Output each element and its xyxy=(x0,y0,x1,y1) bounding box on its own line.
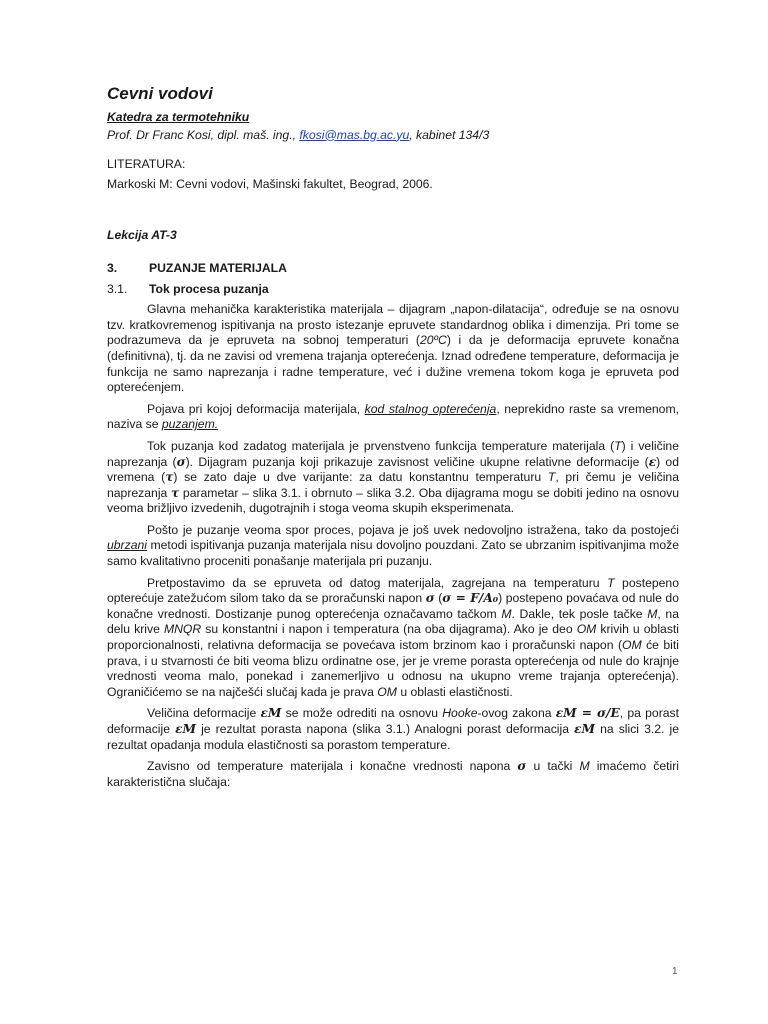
subsection-heading xyxy=(107,282,679,298)
text-run: metodi ispitivanja puzanja materijala nisu dovoljno pouzdani. Zato se ubrzanim ispitivanjima može samo kvalitativno proceniti ponašanje materijala pri puzanju. xyxy=(107,538,679,569)
text-run: parametar – slika 3.1. i obrnuto – slika 3.2. Oba dijagrama mogu se dobiti jedino na osnovu veoma brižljivo izvedenih, dugotrajnih i stoga veoma skupih eksperimenata. xyxy=(107,485,680,516)
text-run: -ovog zakona xyxy=(477,706,556,721)
symbol: εM xyxy=(260,706,282,721)
text-run: , pri čemu je veličina naprezanja xyxy=(107,470,679,500)
text-run: Glavna mehanička karakteristika materijala – dijagram „napon-dilatacija“, određuje se na osnovu tzv. kratkovremenog ispitivanja na prosto istezanje epruvete standardnog oblika i dimenzija. Pri tome se podrazumeva da je epruveta na sobnoj temperaturi ( xyxy=(107,302,679,348)
text-run: , na delu krive xyxy=(107,606,679,637)
symbol: σ xyxy=(517,759,527,774)
text-run: Zavisno od temperature materijala i konačne vrednosti napona xyxy=(147,759,518,774)
text-run: , neprekidno raste sa vremenom, naziva se xyxy=(107,401,679,432)
subsection-title: Tok procesa puzanja xyxy=(149,281,269,296)
paragraph-4 xyxy=(107,523,679,570)
text-run: su konstantni i napon i temperatura (na oba dijagrama). Ako je deo xyxy=(201,622,577,637)
department-name: Katedra za termotehniku xyxy=(107,110,250,124)
author-line xyxy=(107,128,679,144)
paragraph-7 xyxy=(107,759,679,790)
text-run: puzanjem. xyxy=(161,417,219,432)
symbol: εM xyxy=(574,722,595,736)
subsection-number: 3.1. xyxy=(107,281,128,296)
text-run: ) od vremena ( xyxy=(107,454,679,485)
text-run: krivih u oblasti proporcionalnosti, relativna deformacija se povećava istom brzinom kao i proračunski napon ( xyxy=(107,622,680,653)
text-run: M xyxy=(579,759,590,774)
text-run: M xyxy=(501,606,512,621)
text-run: imaćemo četiri karakteristična slučaja: xyxy=(107,759,679,789)
text-run: Hooke xyxy=(442,706,478,721)
author-email-link[interactable]: fkosi@mas.bg.ac.yu xyxy=(299,127,410,142)
text-run: ) i da je deformacija epruvete konačna (definitivna), tj. da ne zavisi od vremena trajanja opterećenja. Iznad određene temperature, deformacija je funkcija ne samo naprezanja i radne temperature, već i dužine vremena tokom koga je epruveta pod opterećenjem. xyxy=(107,333,679,395)
text-run: T xyxy=(607,575,615,590)
symbol: τ xyxy=(165,470,174,485)
symbol: εM xyxy=(175,722,196,736)
text-run: OM xyxy=(622,638,642,653)
formula: εM = σ/E xyxy=(555,706,620,721)
text-run: ) i veličine naprezanja ( xyxy=(107,438,679,469)
symbol: τ xyxy=(171,485,180,500)
symbol: ε xyxy=(648,454,657,469)
text-run: u tački xyxy=(526,759,580,774)
page-number: 1 xyxy=(672,966,678,977)
symbol: σ xyxy=(176,454,186,469)
section-number: 3. xyxy=(107,260,118,275)
text-run: kod stalnog opterećenja xyxy=(364,401,497,416)
author-suffix: , kabinet 134/3 xyxy=(409,127,490,142)
text-run: M xyxy=(647,606,658,621)
text-run: ) postepeno povaćava od nule do konačne vrednosti. Dostizanje punog opterećenja označavamo tačkom xyxy=(107,591,679,621)
author-prefix: Prof. Dr Franc Kosi, dipl. maš. ing., xyxy=(107,127,300,142)
text-run: Pošto je puzanje veoma spor proces, pojava je još uvek nedovoljno istražena, tako da postojeći xyxy=(147,522,679,537)
text-run: je rezultat porasta napona (slika 3.1.) Analogni porast deformacija xyxy=(196,722,575,736)
text-run: , pa porast deformacije xyxy=(107,706,680,736)
text-run: OM xyxy=(377,684,397,699)
paragraph-5 xyxy=(107,576,679,701)
text-run: se može odrediti na osnovu xyxy=(281,706,443,721)
literature-heading: LITERATURA: xyxy=(107,157,186,172)
text-run: u oblasti elastičnosti. xyxy=(396,684,513,699)
text-run: Tok puzanja kod zadatog materijala je prvenstveno funkcija temperature materijala ( xyxy=(147,438,615,453)
text-run: T xyxy=(547,470,556,485)
text-run: ubrzani xyxy=(107,538,147,553)
literature-entry: Markoski M: Cevni vodovi, Mašinski fakultet, Beograd, 2006. xyxy=(107,176,433,191)
text-run: ). Dijagram puzanja koji prikazuje zavisnost veličine ukupne relativne deformacije ( xyxy=(185,454,649,469)
text-run: Pretpostavimo da se epruveta od datog materijala, zagrejana na temperaturu xyxy=(147,575,608,590)
text-run: MNQR xyxy=(163,622,202,637)
paragraph-6 xyxy=(107,706,679,753)
text-run: postepeno opterećuje zatežućom silom tako da se proračunski napon xyxy=(107,575,679,606)
text-run: Pojava pri kojoj deformacija materijala, xyxy=(147,401,365,416)
text-run: 20ºC xyxy=(420,333,447,348)
lesson-label: Lekcija AT-3 xyxy=(107,228,177,243)
section-title: PUZANJE MATERIJALA xyxy=(149,260,287,275)
paragraph-2 xyxy=(107,402,679,433)
text-run: OM xyxy=(576,622,597,637)
text-run: ) se zato daje u dve varijante: za datu konstantnu temperaturu xyxy=(173,470,548,485)
formula: σ = F/A₀ xyxy=(442,591,499,606)
paragraph-3 xyxy=(107,439,679,517)
document-page xyxy=(107,84,679,790)
text-run: ( xyxy=(434,591,443,606)
text-run: na slici 3.2. je rezultat opadanja modula elastičnosti sa porastom temperature. xyxy=(107,722,680,752)
text-run: . Dakle, tek posle tačke xyxy=(511,606,648,621)
text-run: Veličina deformacije xyxy=(147,706,261,721)
text-run: T xyxy=(614,438,622,453)
section-heading xyxy=(107,261,679,277)
symbol: σ xyxy=(425,591,435,606)
document-title: Cevni vodovi xyxy=(107,84,213,103)
text-run: će biti prava, i u stvarnosti će biti veoma blizu ordinatne ose, jer je vreme porasta opterećenja od nule do krajnje vrednosti veoma malo, ponekad i zanemerljivo u odnosu na ukupno vreme trajanja opterećenja). Ograničićemo se na najčešći slučaj kada je prava xyxy=(107,638,679,699)
paragraph-1 xyxy=(107,302,679,396)
